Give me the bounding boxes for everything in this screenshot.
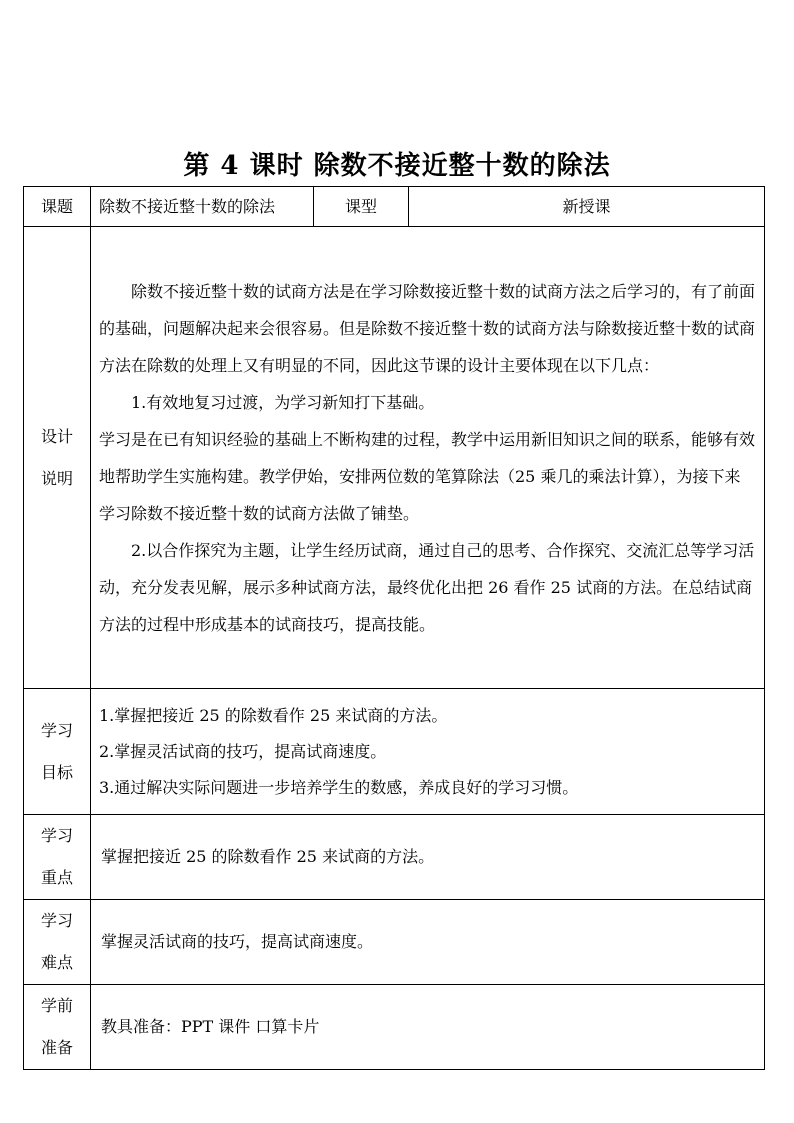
key-point-text: 掌握把接近 25 的除数看作 25 来试商的方法。 xyxy=(91,815,765,900)
label-key-line1: 学习 xyxy=(40,826,73,845)
difficulty-text: 掌握灵活试商的技巧，提高试商速度。 xyxy=(91,900,765,985)
label-lesson-type: 课型 xyxy=(314,187,409,227)
row-goals xyxy=(24,689,765,815)
label-prep-line2: 准备 xyxy=(40,1038,73,1057)
design-paragraph-1: 除数不接近整十数的试商方法是在学习除数接近整十数的试商方法之后学习的，有了前面的基础，问题解决起来会很容易。但是除数不接近整十数的试商方法与除数接近整十数的试商方法在除数的处理上又有明显的不同，因此这节课的设计主要体现在以下几点： xyxy=(99,281,756,375)
label-difficulty-line2: 难点 xyxy=(40,953,73,972)
design-paragraph-3: 学习是在已有知识经验的基础上不断构建的过程，教学中运用新旧知识之间的联系，能够有效地帮助学生实施构建。教学伊始，安排两位数的笔算除法（25 乘几的乘法计算），为接下来学习除数不接近整十数的试商方法做了铺垫。 xyxy=(99,429,756,523)
label-design-line2: 说明 xyxy=(40,468,73,488)
lesson-plan-table xyxy=(23,186,765,1070)
label-difficulty-line1: 学习 xyxy=(40,911,73,930)
label-key-point xyxy=(24,815,91,900)
lesson-type-value: 新授课 xyxy=(409,187,765,227)
goal-item-2: 2.掌握灵活试商的技巧，提高试商速度。 xyxy=(99,741,387,761)
label-prep-line1: 学前 xyxy=(40,996,73,1015)
label-design xyxy=(24,227,91,689)
learning-goals xyxy=(91,689,765,815)
row-key-point xyxy=(24,815,765,900)
label-goals xyxy=(24,689,91,815)
label-key-line2: 重点 xyxy=(40,868,73,887)
row-topic xyxy=(24,187,765,227)
preparation-text: 教具准备：PPT 课件 口算卡片 xyxy=(91,985,765,1070)
topic-value: 除数不接近整十数的除法 xyxy=(91,187,314,227)
label-design-line1: 设计 xyxy=(40,426,73,446)
design-paragraph-2: 1.有效地复习过渡，为学习新知打下基础。 xyxy=(131,392,435,412)
label-difficulty xyxy=(24,900,91,985)
label-preparation xyxy=(24,985,91,1070)
row-preparation xyxy=(24,985,765,1070)
row-difficulty xyxy=(24,900,765,985)
page-title: 第 4 课时 除数不接近整十数的除法 xyxy=(183,151,611,181)
label-goals-line1: 学习 xyxy=(40,720,73,740)
label-topic: 课题 xyxy=(24,187,91,227)
design-description xyxy=(91,227,765,689)
goal-item-3: 3.通过解决实际问题进一步培养学生的数感，养成良好的学习习惯。 xyxy=(99,777,579,797)
label-goals-line2: 目标 xyxy=(40,762,73,782)
goal-item-1: 1.掌握把接近 25 的除数看作 25 来试商的方法。 xyxy=(99,705,448,725)
design-paragraph-4: 2.以合作探究为主题，让学生经历试商，通过自己的思考、合作探究、交流汇总等学习活动，充分发表见解，展示多种试商方法，最终优化出把 26 看作 25 试商的方法。在总结试商方法的过程中形成基本的试商技巧，提高技能。 xyxy=(99,540,755,634)
row-design xyxy=(24,227,765,689)
